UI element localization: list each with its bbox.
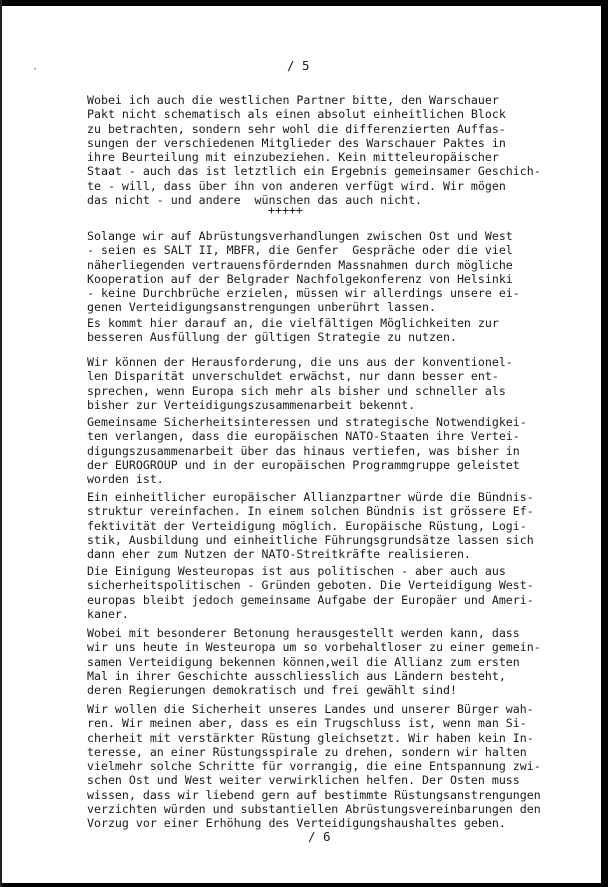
scan-border-bottom <box>0 883 608 887</box>
text-line: ten verlangen, dass die europäischen NATO-Staaten ihre Vertei- <box>87 429 520 444</box>
text-line: sungen der verschiedenen Mitglieder des Warschauer Paktes in <box>87 135 506 150</box>
scan-speck: · <box>32 64 39 75</box>
text-line: te - will, dass über ihn von anderen verfügt wird. Wir mögen <box>87 178 506 193</box>
paragraph-8 <box>87 626 567 697</box>
text-line: Wir wollen die Sicherheit unseres Landes und unserer Bürger wah- <box>87 702 534 716</box>
text-line: worden ist. <box>87 472 164 487</box>
text-line: Mal in ihrer Geschichte ausschliesslich aus Ländern besteht, <box>87 668 506 683</box>
text-line: stik, Ausbildung und einheitliche Führungsgrundsätze lassen sich <box>87 532 534 547</box>
text-line: samen Verteidigung bekennen können,weil die Allianz zum ersten <box>87 654 520 669</box>
paragraph-4 <box>87 355 567 412</box>
paragraph-3 <box>87 316 567 345</box>
text-line: Es kommt hier darauf an, die vielfältigen Möglichkeiten zur <box>87 316 499 330</box>
scan-border-right <box>601 0 608 887</box>
text-line: - keine Durchbrüche erzielen, müssen wir allerdings unsere ei- <box>87 286 520 301</box>
text-line: sprechen, wenn Europa sich mehr als bisher und schneller als <box>87 383 506 398</box>
scan-border-top <box>0 0 608 6</box>
page-number-bottom: / 6 <box>308 829 331 844</box>
text-line: das nicht - und andere wünschen das auch nicht. <box>87 193 423 208</box>
text-line: besseren Ausfüllung der gültigen Strategie zu nutzen. <box>87 330 457 345</box>
paragraph-2 <box>87 229 567 315</box>
text-line: genen Verteidigungsanstrengungen unberührt lassen. <box>87 300 437 315</box>
paragraph-5 <box>87 415 567 486</box>
text-line: Staat - auch das ist letztlich ein Ergebnis gemeinsamer Geschich- <box>87 164 541 179</box>
text-line: len Disparität unverschuldet erwächst, nur dann besser ent- <box>87 369 499 384</box>
text-line: der EUROGROUP und in der europäischen Programmgruppe geleistet <box>87 457 520 472</box>
text-line: ihre Beurteilung mit einzubeziehen. Kein mitteleuropäischer <box>87 150 499 165</box>
text-line: Wobei ich auch die westlichen Partner bitte, den Warschauer <box>87 93 499 107</box>
text-line: Wobei mit besonderer Betonung herausgestellt werden kann, dass <box>87 626 520 640</box>
scan-border-left <box>0 0 2 887</box>
text-line: Gemeinsame Sicherheitsinteressen und strategische Notwendigkei- <box>87 415 527 429</box>
text-line: schen Ost und West weiter verwirklichen helfen. Der Osten muss <box>87 773 520 788</box>
text-line: dann eher zum Nutzen der NATO-Streitkräfte realisieren. <box>87 547 471 562</box>
text-line: kaner. <box>87 606 129 621</box>
text-line: Die Einigung Westeuropas ist aus politischen - aber auch aus <box>87 564 506 578</box>
text-line: Vorzug vor einer Erhöhung des Verteidigungshaushaltes geben. <box>87 816 506 831</box>
text-line: Wir können der Herausforderung, die uns aus der konventionel- <box>87 355 513 369</box>
section-separator: +++++ <box>268 203 303 217</box>
text-line: deren Regierungen demokratisch und frei gewählt sind! <box>87 683 457 698</box>
text-line: fektivität der Verteidigung möglich. Europäische Rüstung, Logi- <box>87 518 527 533</box>
text-line: - seien es SALT II, MBFR, die Genfer Gespräche oder die viel <box>87 243 513 258</box>
text-line: struktur vereinfachen. In einem solchen Bündnis ist grössere Ef- <box>87 504 534 519</box>
text-line: digungszusammenarbeit über das hinaus vertiefen, was bisher in <box>87 443 520 458</box>
text-line: bisher zur Verteidigungszusammenarbeit bekennt. <box>87 397 416 412</box>
text-line: sicherheitspolitischen - Gründen geboten. Die Verteidigung West- <box>87 578 534 593</box>
text-line: näherliegenden vertrauensfördernden Massnahmen durch mögliche <box>87 257 513 272</box>
text-line: cherheit mit verstärkter Rüstung gleichsetzt. Wir haben kein In- <box>87 730 534 745</box>
paragraph-6 <box>87 490 567 561</box>
text-line: wissen, dass wir liebend gern auf bestimmte Rüstungsanstrengungen <box>87 787 541 802</box>
paragraph-9 <box>87 702 567 831</box>
text-line: Kooperation auf der Belgrader Nachfolgekonferenz von Helsinki <box>87 271 513 286</box>
text-line: Ein einheitlicher europäischer Allianzpartner würde die Bündnis- <box>87 490 534 504</box>
paragraph-1 <box>87 93 567 207</box>
text-line: verzichten würden und substantiellen Abrüstungsvereinbarungen den <box>87 802 541 817</box>
text-line: Pakt nicht schematisch als einen absolut einheitlichen Block <box>87 107 506 122</box>
page-number-top: / 5 <box>287 58 310 73</box>
text-line: vielmehr solche Schritte für vorrangig, die eine Entspannung zwi- <box>87 759 541 774</box>
text-line: teresse, an einer Rüstungsspirale zu drehen, sondern wir halten <box>87 744 527 759</box>
paragraph-7 <box>87 564 567 621</box>
text-line: europas bleibt jedoch gemeinsame Aufgabe der Europäer und Ameri- <box>87 592 534 607</box>
text-line: Solange wir auf Abrüstungsverhandlungen zwischen Ost und West <box>87 229 513 243</box>
text-line: zu betrachten, sondern sehr wohl die differenzierten Auffas- <box>87 121 506 136</box>
text-line: ren. Wir meinen aber, dass es ein Trugschluss ist, wenn man Si- <box>87 716 527 731</box>
text-line: wir uns heute in Westeuropa um so vorbehaltloser zu einer gemein- <box>87 640 541 655</box>
